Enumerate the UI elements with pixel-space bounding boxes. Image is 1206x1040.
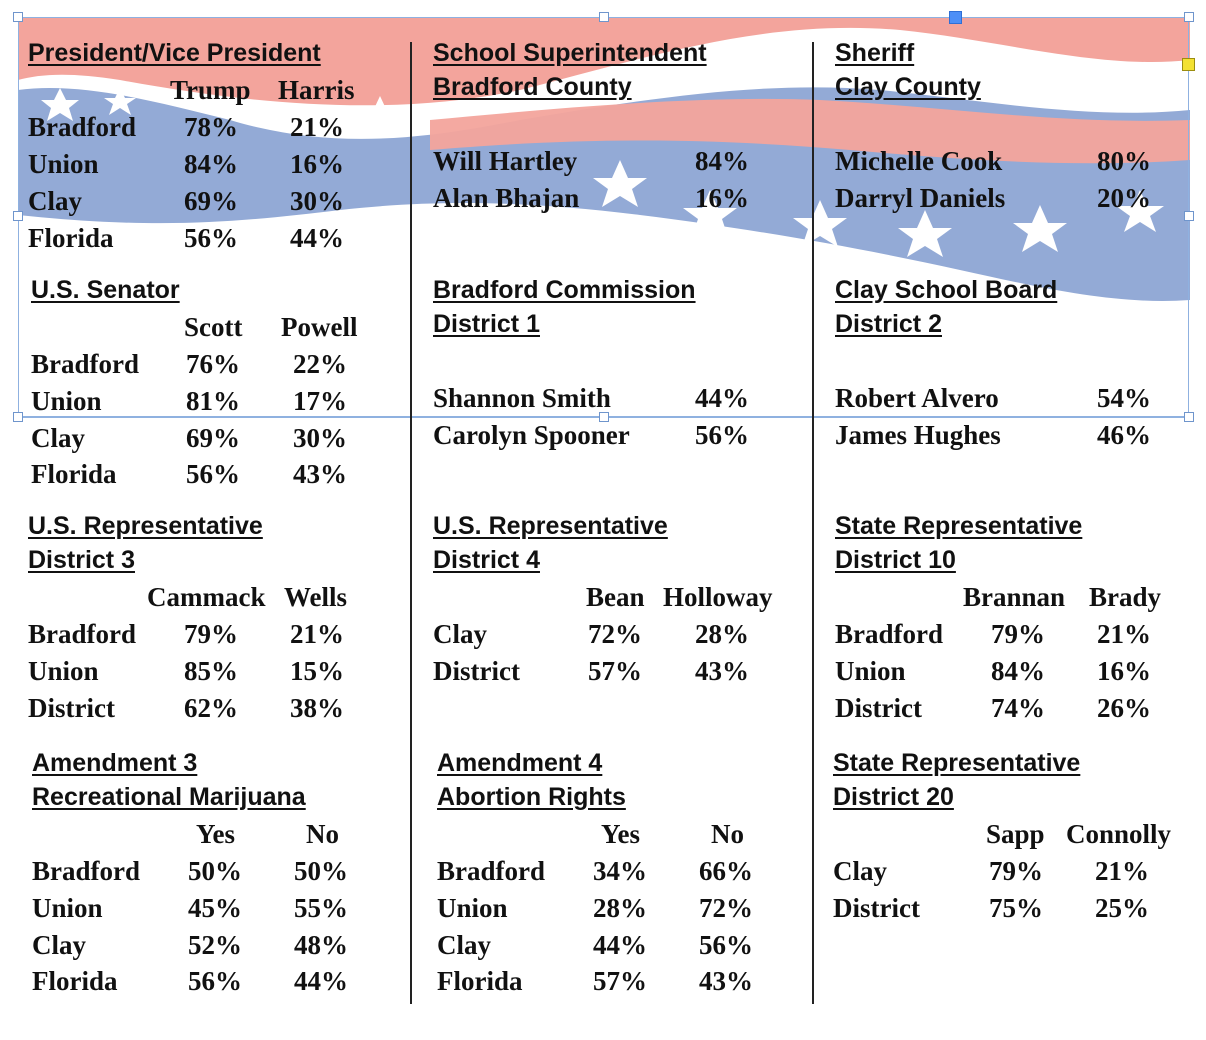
row-value: 26% (1097, 693, 1151, 723)
row-label: Florida (437, 966, 523, 996)
candidate-header: Brannan (963, 582, 1066, 612)
row-value: 74% (991, 693, 1045, 723)
row-value: 84% (991, 656, 1045, 686)
row-value: 43% (699, 966, 753, 996)
row-value: 56% (699, 930, 753, 960)
race-subtitle: District 10 (835, 546, 956, 574)
race-title: U.S. Representative (28, 512, 263, 540)
row-label: Bradford (28, 619, 136, 649)
race-title: School Superintendent (433, 39, 707, 67)
row-label: James Hughes (835, 420, 1001, 450)
column-divider-2 (812, 42, 814, 1004)
row-label: Shannon Smith (433, 383, 611, 413)
row-label: District (433, 656, 520, 686)
row-value: 48% (294, 930, 348, 960)
column-divider-1 (410, 42, 412, 1004)
candidate-header: Sapp (986, 819, 1045, 849)
resize-handle-top-middle[interactable] (599, 12, 609, 22)
race-subtitle: District 3 (28, 546, 135, 574)
row-value: 16% (1097, 656, 1151, 686)
row-label: Florida (28, 223, 114, 253)
row-value: 66% (699, 856, 753, 886)
row-value: 16% (695, 183, 749, 213)
row-value: 56% (695, 420, 749, 450)
race-title: Sheriff (835, 39, 915, 67)
candidate-header: Yes (601, 819, 640, 849)
race-subtitle: District 1 (433, 310, 540, 338)
row-label: Union (28, 656, 99, 686)
candidate-header: No (711, 819, 744, 849)
row-value: 50% (294, 856, 348, 886)
row-label: Bradford (835, 619, 943, 649)
candidate-header: Harris (278, 75, 355, 105)
row-label: Clay (433, 619, 487, 649)
row-value: 21% (1095, 856, 1149, 886)
row-label: Bradford (31, 349, 139, 379)
race-title: Clay School Board (835, 276, 1058, 304)
row-value: 72% (699, 893, 753, 923)
row-value: 80% (1097, 146, 1151, 176)
race-subtitle: Bradford County (433, 73, 632, 101)
candidate-header: Bean (586, 582, 645, 612)
row-value: 21% (290, 112, 344, 142)
candidate-header: Powell (281, 312, 358, 342)
row-label: Clay (437, 930, 491, 960)
row-value: 30% (293, 423, 347, 453)
row-value: 62% (184, 693, 238, 723)
row-value: 69% (184, 186, 238, 216)
race-subtitle: Recreational Marijuana (32, 783, 306, 811)
candidate-header: Yes (196, 819, 235, 849)
candidate-header: Cammack (147, 582, 266, 612)
row-label: Robert Alvero (835, 383, 999, 413)
row-value: 79% (991, 619, 1045, 649)
candidate-header: Holloway (663, 582, 773, 612)
row-label: Clay (28, 186, 82, 216)
resize-handle-middle-right[interactable] (1184, 211, 1194, 221)
row-label: Union (28, 149, 99, 179)
row-value: 21% (1097, 619, 1151, 649)
row-value: 52% (188, 930, 242, 960)
row-label: District (835, 693, 922, 723)
race-subtitle: District 2 (835, 310, 942, 338)
row-value: 55% (294, 893, 348, 923)
resize-handle-bottom-left[interactable] (13, 412, 23, 422)
row-label: Bradford (28, 112, 136, 142)
row-value: 69% (186, 423, 240, 453)
row-value: 78% (184, 112, 238, 142)
row-label: Darryl Daniels (835, 183, 1006, 213)
row-value: 43% (695, 656, 749, 686)
row-value: 56% (188, 966, 242, 996)
race-subtitle: District 4 (433, 546, 540, 574)
row-label: Carolyn Spooner (433, 420, 630, 450)
row-value: 34% (593, 856, 647, 886)
row-value: 57% (593, 966, 647, 996)
race-title: Amendment 3 (32, 749, 198, 777)
row-value: 43% (293, 459, 347, 489)
row-label: Union (437, 893, 508, 923)
row-label: Union (835, 656, 906, 686)
race-title: U.S. Representative (433, 512, 668, 540)
row-label: Michelle Cook (835, 146, 1003, 176)
row-value: 85% (184, 656, 238, 686)
row-label: Bradford (437, 856, 545, 886)
row-label: Union (31, 386, 102, 416)
row-value: 16% (290, 149, 344, 179)
row-value: 75% (989, 893, 1043, 923)
row-value: 50% (188, 856, 242, 886)
resize-handle-middle-left[interactable] (13, 211, 23, 221)
row-value: 72% (588, 619, 642, 649)
row-value: 25% (1095, 893, 1149, 923)
row-value: 76% (186, 349, 240, 379)
row-value: 44% (294, 966, 348, 996)
row-value: 44% (695, 383, 749, 413)
row-label: Florida (31, 459, 117, 489)
row-value: 56% (186, 459, 240, 489)
row-value: 44% (290, 223, 344, 253)
adjust-handle[interactable] (1182, 58, 1195, 71)
rotate-handle[interactable] (949, 11, 962, 24)
race-subtitle: District 20 (833, 783, 954, 811)
candidate-header: Trump (170, 75, 251, 105)
row-value: 30% (290, 186, 344, 216)
row-label: Clay (32, 930, 86, 960)
race-title: Amendment 4 (437, 749, 603, 777)
row-value: 28% (593, 893, 647, 923)
race-title: Bradford Commission (433, 276, 696, 304)
row-value: 38% (290, 693, 344, 723)
row-value: 17% (293, 386, 347, 416)
row-value: 22% (293, 349, 347, 379)
row-value: 57% (588, 656, 642, 686)
row-value: 81% (186, 386, 240, 416)
row-label: District (833, 893, 920, 923)
row-label: Alan Bhajan (433, 183, 580, 213)
candidate-header: Wells (284, 582, 348, 612)
row-label: District (28, 693, 115, 723)
row-value: 15% (290, 656, 344, 686)
row-label: Bradford (32, 856, 140, 886)
row-label: Clay (31, 423, 85, 453)
resize-handle-bottom-right[interactable] (1184, 412, 1194, 422)
candidate-header: Connolly (1066, 819, 1172, 849)
race-subtitle: Abortion Rights (437, 783, 626, 811)
row-label: Will Hartley (433, 146, 578, 176)
row-value: 21% (290, 619, 344, 649)
row-value: 46% (1097, 420, 1151, 450)
candidate-header: Scott (184, 312, 243, 342)
candidate-header: No (306, 819, 339, 849)
row-label: Union (32, 893, 103, 923)
selection-guide-middle (18, 216, 1189, 217)
row-label: Florida (32, 966, 118, 996)
resize-handle-top-left[interactable] (13, 12, 23, 22)
race-title: State Representative (835, 512, 1083, 540)
candidate-header: Brady (1089, 582, 1162, 612)
race-title: State Representative (833, 749, 1081, 777)
row-value: 56% (184, 223, 238, 253)
row-value: 54% (1097, 383, 1151, 413)
row-value: 84% (184, 149, 238, 179)
row-value: 20% (1097, 183, 1151, 213)
row-label: Clay (833, 856, 887, 886)
race-title: U.S. Senator (31, 276, 180, 304)
row-value: 79% (184, 619, 238, 649)
race-title: President/Vice President (28, 39, 321, 67)
row-value: 84% (695, 146, 749, 176)
row-value: 44% (593, 930, 647, 960)
row-value: 79% (989, 856, 1043, 886)
race-subtitle: Clay County (835, 73, 981, 101)
row-value: 28% (695, 619, 749, 649)
row-value: 45% (188, 893, 242, 923)
resize-handle-top-right[interactable] (1184, 12, 1194, 22)
